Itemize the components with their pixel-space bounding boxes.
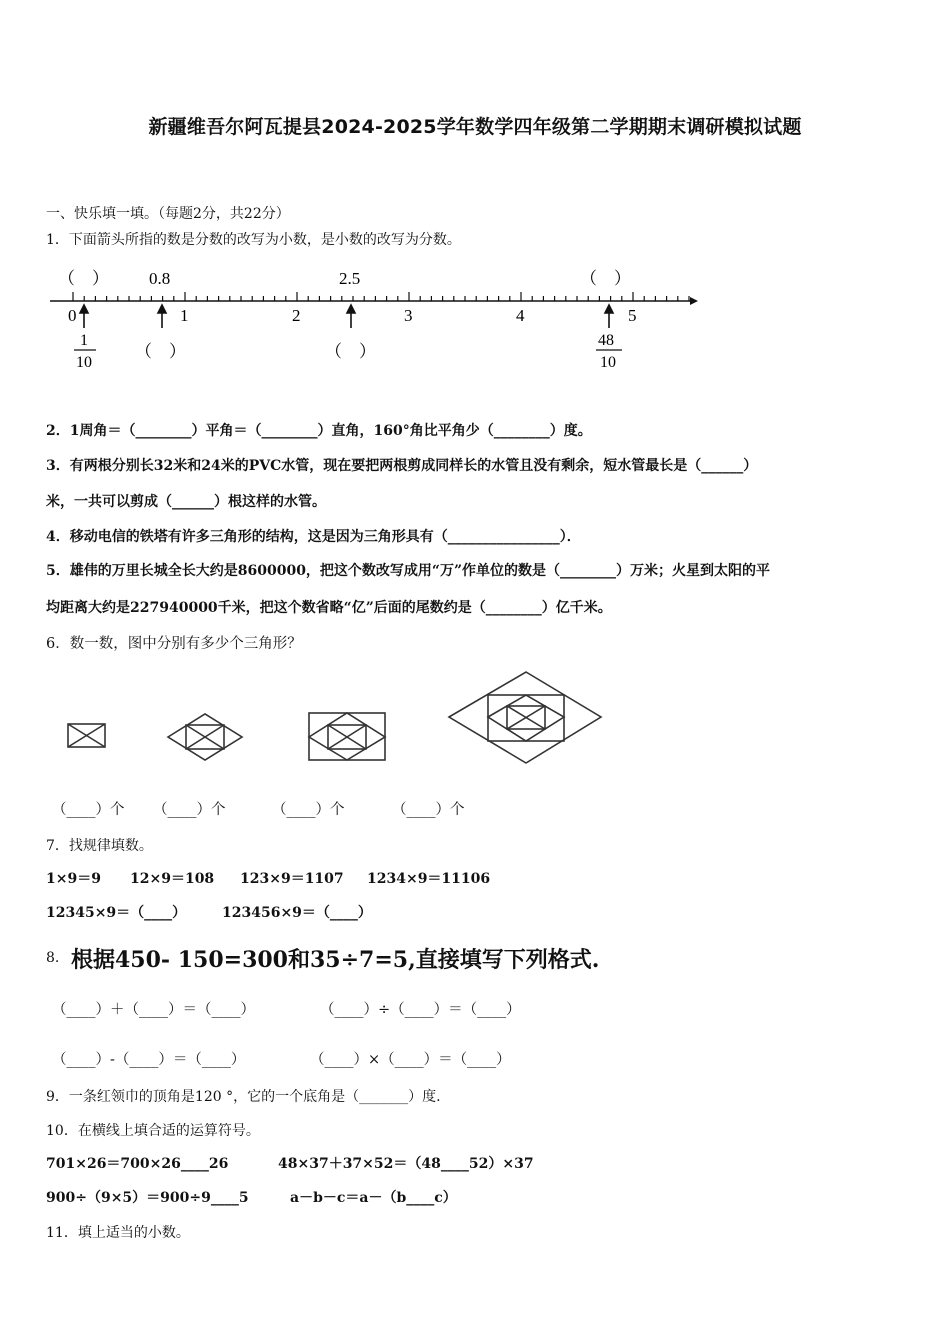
answer-blank-figure-2[interactable]: （____）个 (153, 802, 226, 818)
question-3-line-1: 3．有两根分别长32米和24米的PVC水管，现在要把两根剪成同样长的水管且没有剩余，短水管最长是（______） (46, 458, 758, 474)
pattern-item: 1×9＝9 (46, 871, 101, 887)
question-11: 11．填上适当的小数。 (46, 1225, 190, 1241)
formula-blank-subtract[interactable]: （____）-（____）＝（____） (52, 1052, 246, 1068)
operator-blank[interactable]: 48×37＋37×52＝（48____52）×37 (278, 1156, 534, 1172)
figure-2 (168, 714, 242, 760)
pattern-blank[interactable]: 123456×9＝（____） (222, 905, 372, 921)
page-title: 新疆维吾尔阿瓦提县2024-2025学年数学四年级第二学期期末调研模拟试题 (148, 116, 802, 138)
fraction-2-denominator: 10 (600, 354, 616, 371)
section-heading: 一、快乐填一填。（每题2分，共22分） (46, 206, 290, 222)
number-line-figure (40, 262, 720, 374)
formula-blank-divide[interactable]: （____）÷（____）＝（____） (320, 1002, 521, 1018)
operator-blank[interactable]: a－b－c＝a－（b____c） (290, 1190, 457, 1206)
arrow-head (158, 305, 166, 313)
fraction-2-numerator: 48 (598, 332, 614, 349)
operator-blank[interactable]: 701×26＝700×26____26 (46, 1156, 229, 1172)
tick-label-3: 3 (404, 306, 413, 325)
question-4: 4．移动电信的铁塔有许多三角形的结构，这是因为三角形具有（________________）． (46, 529, 581, 545)
axis-arrowhead (690, 297, 698, 305)
arrow-head (80, 305, 88, 313)
formula-blank-add[interactable]: （____）＋（____）＝（____） (52, 1002, 255, 1018)
top-label-2-5: 2.5 (339, 269, 361, 288)
tick-label-1: 1 (180, 306, 189, 325)
pattern-item: 123×9＝1107 (240, 871, 344, 887)
axis-ticks (73, 292, 689, 301)
top-label-0-8: 0.8 (149, 269, 171, 288)
arrow-head (605, 305, 613, 313)
arrow-head (347, 305, 355, 313)
tick-label-4: 4 (516, 306, 525, 325)
tick-label-0: 0 (68, 306, 77, 325)
operator-blank[interactable]: 900÷（9×5）＝900÷9____5 (46, 1190, 249, 1206)
bottom-blank-a: （ ） (135, 342, 186, 361)
fraction-1-denominator: 10 (76, 354, 92, 371)
figure-1 (68, 724, 105, 747)
bottom-blank-b: （ ） (325, 342, 376, 361)
pattern-blank[interactable]: 12345×9＝（____） (46, 905, 187, 921)
answer-blank-figure-1[interactable]: （____）个 (52, 802, 125, 818)
question-5-line-1: 5．雄伟的万里长城全长大约是8600000，把这个数改写成用“万”作单位的数是（________）万米；火星到太阳的平 (46, 563, 771, 579)
top-blank-left: （ ） (58, 269, 109, 288)
answer-blank-figure-4[interactable]: （____）个 (392, 802, 465, 818)
tick-label-2: 2 (292, 306, 301, 325)
question-1: 1．下面箭头所指的数是分数的改写为小数，是小数的改写为分数。 (46, 232, 461, 248)
formula-blank-multiply[interactable]: （____）×（____）＝（____） (310, 1052, 511, 1068)
top-blank-right: （ ） (580, 269, 631, 288)
question-7: 7．找规律填数。 (46, 838, 153, 854)
question-6: 6．数一数，图中分别有多少个三角形？ (46, 636, 302, 652)
tick-label-5: 5 (628, 306, 637, 325)
pattern-item: 12×9＝108 (130, 871, 215, 887)
question-3-line-2: 米，一共可以剪成（______）根这样的水管。 (46, 494, 326, 510)
answer-blank-figure-3[interactable]: （____）个 (272, 802, 345, 818)
question-8: 根据450- 150=300和35÷7=5,直接填写下列格式. (71, 947, 600, 973)
fraction-1-numerator: 1 (80, 332, 88, 349)
question-10: 10．在横线上填合适的运算符号。 (46, 1123, 260, 1139)
triangle-figures (60, 668, 620, 786)
question-2: 2．1周角＝（________）平角＝（________）直角，160°角比平角少（________）度。 (46, 423, 592, 439)
figure-4 (449, 672, 601, 763)
question-8-number: 8. (46, 950, 60, 966)
question-5-line-2: 均距离大约是227940000千米，把这个数省略“亿”后面的尾数约是（________）亿千米。 (46, 600, 612, 616)
pattern-item: 1234×9＝11106 (367, 871, 491, 887)
question-9: 9．一条红领巾的顶角是120 °，它的一个底角是（_______）度. (46, 1089, 441, 1105)
figure-3 (309, 713, 385, 760)
